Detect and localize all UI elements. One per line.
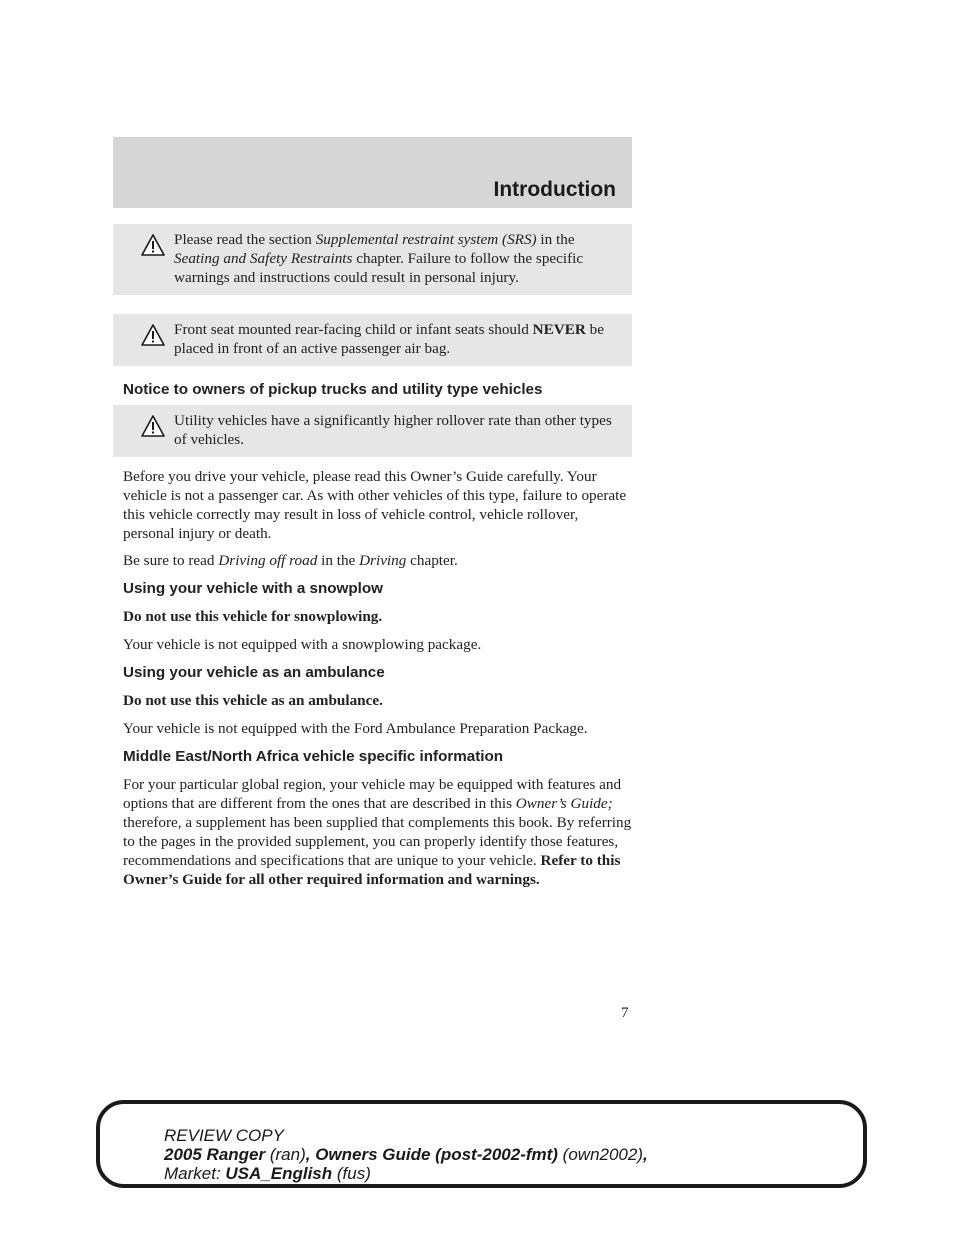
heading-ambulance: Using your vehicle as an ambulance bbox=[123, 664, 385, 681]
page-number: 7 bbox=[621, 1005, 629, 1021]
heading-middle-east: Middle East/North Africa vehicle specific information bbox=[123, 748, 504, 765]
paragraph-driving-off-road: Be sure to read Driving off road in the Driving chapter. bbox=[123, 552, 458, 569]
review-copy-text bbox=[164, 1126, 648, 1183]
paragraph-ambulance: Your vehicle is not equipped with the Ford Ambulance Preparation Package. bbox=[123, 720, 588, 737]
chapter-header-bar bbox=[113, 137, 632, 208]
chapter-title: Introduction bbox=[493, 178, 616, 201]
review-copy-line: REVIEW COPY bbox=[164, 1126, 284, 1145]
warning-triangle-icon bbox=[141, 234, 165, 256]
heading-pickup-trucks: Notice to owners of pickup trucks and utility type vehicles bbox=[123, 381, 543, 398]
warning-box-rollover bbox=[113, 405, 632, 457]
ambulance-warning-line: Do not use this vehicle as an ambulance. bbox=[123, 692, 383, 709]
warning-text-srs: Please read the section Supplemental restraint system (SRS) in the Seating and Safety Restraints chapter. Failure to follow the specific warnings and instructions could result in personal injury. bbox=[174, 231, 584, 286]
warning-text-rollover: Utility vehicles have a significantly higher rollover rate than other types of vehicles. bbox=[174, 412, 612, 448]
warning-triangle-icon bbox=[141, 324, 165, 346]
page-content bbox=[123, 224, 632, 889]
warning-triangle-icon bbox=[141, 415, 165, 437]
market-line: Market: USA_English (fus) bbox=[164, 1164, 371, 1183]
snowplow-warning-line: Do not use this vehicle for snowplowing. bbox=[123, 608, 383, 625]
heading-snowplow: Using your vehicle with a snowplow bbox=[123, 580, 383, 597]
warning-text-child-seat: Front seat mounted rear-facing child or infant seats should NEVER be placed in front of an active passenger air bag. bbox=[174, 321, 604, 357]
document-id-line: 2005 Ranger (ran), Owners Guide (post-2002-fmt) (own2002), bbox=[164, 1145, 648, 1164]
paragraph-snowplow: Your vehicle is not equipped with a snowplowing package. bbox=[123, 636, 482, 653]
paragraph-middle-east: For your particular global region, your vehicle may be equipped with features and options that are different from the ones that are described in this Owner’s Guide; therefore, a supplement has been supplied that complements this book. By referring to the pages in the provided supplement, you can properly identify those features, recommendations and specifications that are unique to your vehicle. Refer to this Owner’s Guide for all other required information and warnings. bbox=[123, 776, 632, 888]
paragraph-owners-guide: Before you drive your vehicle, please read this Owner’s Guide carefully. Your vehicle is not a passenger car. As with other vehicles of this type, failure to operate this vehicle correctly may result in loss of vehicle control, vehicle rollover, personal injury or death. bbox=[123, 468, 627, 542]
warning-box-child-seat bbox=[113, 314, 632, 366]
warning-box-srs bbox=[113, 224, 632, 295]
